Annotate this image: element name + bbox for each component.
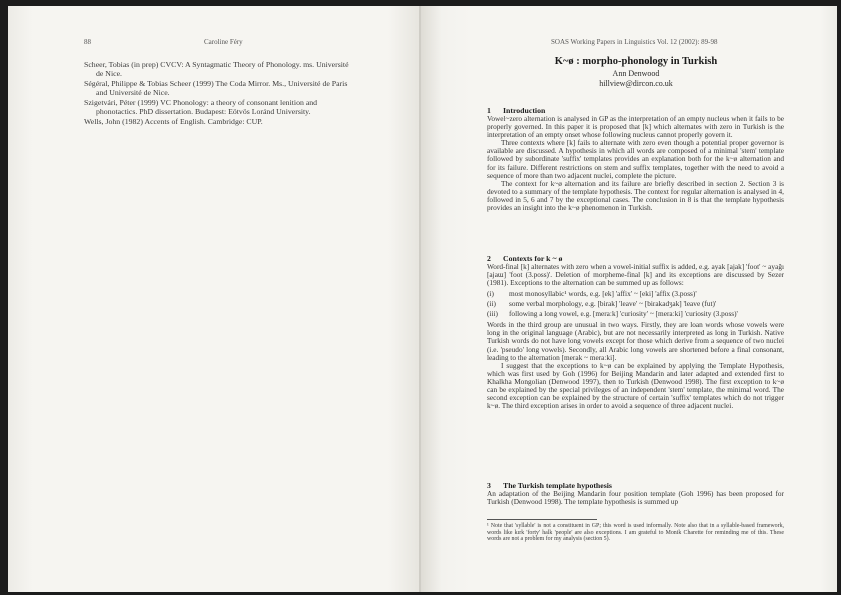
left-running-head: Caroline Féry: [204, 38, 243, 46]
paragraph: An adaptation of the Beijing Mandarin four position template (Goh 1996) has been proposed for Turkish (Denwood 1998). The template hypothesis is summed up: [487, 489, 784, 507]
reference-continuation: phonotactics. PhD dissertation. Budapest: Eötvös Loránd University.: [96, 107, 311, 116]
reference-text: Ségéral, Philippe & Tobias Scheer (1999) The Coda Mirror. Ms., Université de Paris: [84, 79, 348, 88]
example-text: following a long vowel, e.g. [meraːk] 'curiosity' ~ [meraːki] 'curiosity (3.poss)': [509, 309, 738, 319]
reference-entry: [84, 60, 374, 78]
reference-text: Scheer, Tobias (in prep) CVCV: A Syntagmatic Theory of Phonology. ms. Université: [84, 60, 349, 69]
footnote: ¹ Note that 'syllable' is not a constituent in GP; this word is used informally. Note also that in a syllable-based framework, words like kırk 'forty' halk 'people' are also exceptions. I am grateful to Monik Charette for reminding me of this. These words are not a problem for my analysis (section 5).: [487, 523, 784, 543]
paragraph: I suggest that the exceptions to k~ø can be explained by applying the Template Hypothesis, which was first used by Goh (1996) for Beijing Mandarin and later adapted and extended first to Khalkha Mongolian (Denwood 1997), then to Turkish (Denwood 1998). The first exception to k~ø can be explained by the special privileges of an independent 'stem' template, the minimal word. The second exception can be explained by the structure of certain 'suffix' templates which do not trigger k~ø. The third exception arises in order to avoid a sequence of three adjacent nuclei.: [487, 360, 784, 411]
section-title: The Turkish template hypothesis: [503, 481, 612, 490]
example-label: (iii): [487, 309, 498, 319]
section-title: Contexts for k ~ ø: [503, 254, 563, 263]
paragraph: The context for k~ø alternation and its failure are briefly described in section 2. Section 3 is devoted to a summary of the template hypothesis. The context for regular alternation is analysed in 4, followed in 5, 6 and 7 by the exceptional cases. The conclusion in 8 is that the template hypothesis provides an insight into the k~ø phenomenon in Turkish.: [487, 178, 784, 213]
paragraph: Word-final [k] alternates with zero when a vowel-initial suffix is added, e.g. ayak [ajak] 'foot' ~ ayağı [ajaɯ] 'foot (3.poss)'. Deletion of morpheme-final [k] and its exceptions are discussed by Sezer (1981). Exceptions to the alternation can be summed up as follows:: [487, 262, 784, 288]
paragraph: Words in the third group are unusual in two ways. Firstly, they are loan words whose vowels were long in the original language (Arabic), but are not necessarily interpreted as long in Turkish. Native Turkish words do not have long vowels except for those which derive from a sequence of two nuclei (i.e. 'pseudo' long vowels). Secondly, all Arabic long vowels are shortened before a final consonant, leading to the alternation [merak ~ meraːki].: [487, 320, 784, 362]
reference-continuation: and Université de Nice.: [96, 88, 170, 97]
left-page: [8, 6, 421, 592]
author-email: hillview@dircon.co.uk: [599, 79, 673, 88]
reference-continuation: de Nice.: [96, 69, 122, 78]
reference-entry: [84, 117, 374, 126]
example-label: (ii): [487, 299, 496, 309]
example-item: [487, 290, 784, 298]
reference-entry: [84, 79, 374, 97]
footnote-rule: [487, 519, 597, 520]
section-template-hypothesis: [487, 481, 784, 506]
section-number: 3: [487, 481, 491, 490]
example-text: most monosyllabic¹ words, e.g. [ek] 'affix' ~ [eki] 'affix (3.poss)': [509, 289, 697, 299]
article-author: Ann Denwood: [612, 69, 660, 78]
reference-text: Szigetvári, Péter (1999) VC Phonology: a theory of consonant lenition and: [84, 98, 318, 107]
article-title: K~ø : morpho-phonology in Turkish: [554, 56, 718, 67]
left-page-number: 88: [84, 38, 91, 46]
section-contexts: [487, 254, 784, 410]
section-number: 1: [487, 106, 491, 115]
section-title: Introduction: [503, 106, 546, 115]
right-page: [421, 6, 837, 592]
right-running-head: SOAS Working Papers in Linguistics Vol. 12 (2002): 89-98: [551, 38, 718, 46]
book-spread: [8, 6, 837, 592]
reference-list: [84, 60, 374, 126]
paragraph: Vowel~zero alternation is analysed in GP as the interpretation of an empty nucleus when it fails to be properly governed. In this paper it is proposed that [k] which alternates with zero in Turkish is the interpretation of an empty onset whose following nucleus cannot properly govern it.: [487, 114, 784, 140]
example-text: some verbal morphology, e.g. [birak] 'leave' ~ [birakadʒak] 'leave (fut)': [509, 299, 717, 309]
example-item: [487, 300, 784, 308]
example-item: [487, 310, 784, 318]
paragraph: Three contexts where [k] fails to alternate with zero even though a potential proper governor is available are discussed. A hypothesis in which all words are composed of a minimal 'stem' template followed by subordinate 'suffix' templates provides an explanation both for the k~ø alternation and for its failure. Different restrictions on stem and suffix templates, together with the need to avoid a sequence of more than two adjacent nuclei, complete the picture.: [487, 138, 784, 180]
reference-text: Wells, John (1982) Accents of English. Cambridge: CUP.: [84, 117, 263, 126]
example-label: (i): [487, 289, 494, 299]
section-introduction: [487, 106, 784, 212]
section-number: 2: [487, 254, 491, 263]
reference-entry: [84, 98, 374, 116]
